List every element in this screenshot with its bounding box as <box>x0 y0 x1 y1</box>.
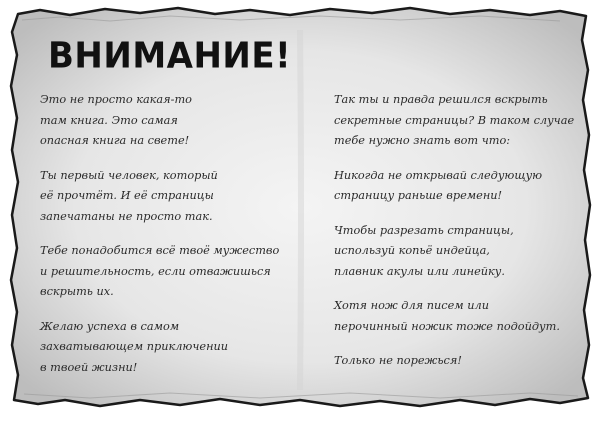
text-line: Чтобы разрезать страницы, <box>334 223 514 237</box>
text-line: Желаю успеха в самом <box>40 319 180 333</box>
text-line: и решительность, если отважишься <box>40 264 271 278</box>
text-line: страницу раньше времени! <box>334 189 503 202</box>
paragraph <box>334 351 569 372</box>
paragraph <box>40 241 290 303</box>
paragraph <box>40 317 290 379</box>
text-line: Никогда не открывай следующую <box>334 168 543 182</box>
text-line: тебе нужно знать вот что: <box>334 134 511 147</box>
text-line: её прочтёт. И её страницы <box>40 189 214 202</box>
paragraph <box>40 90 290 152</box>
paragraph <box>334 166 569 207</box>
text-line: плавник акулы или линейку. <box>334 264 505 278</box>
text-line: Ты первый человек, который <box>40 168 218 182</box>
text-line: Это не просто какая-то <box>40 93 192 106</box>
text-line: в твоей жизни! <box>40 360 138 374</box>
text-line: секретные страницы? В таком случае <box>334 113 575 127</box>
page-title: ВНИМАНИЕ! <box>48 35 292 77</box>
text-line: Только не порежься! <box>334 354 462 367</box>
text-line: вскрыть их. <box>40 285 114 298</box>
paragraph <box>334 90 575 152</box>
paragraph <box>40 166 290 228</box>
text-line: перочинный ножик тоже подойдут. <box>334 319 560 333</box>
text-line: запечатаны не просто так. <box>40 209 213 223</box>
text-line: используй копьё индейца, <box>334 244 490 257</box>
text-line: опасная книга на свете! <box>40 134 190 147</box>
text-line: Тебе понадобится всё твоё мужество <box>40 244 280 257</box>
text-line: Так ты и правда решился вскрыть <box>334 93 548 106</box>
left-column <box>40 90 290 392</box>
text-line: захватывающем приключении <box>40 340 229 353</box>
text-line: там книга. Это самая <box>40 113 178 127</box>
paragraph <box>334 221 569 283</box>
text-line: Хотя нож для писем или <box>334 299 489 312</box>
paragraph <box>334 296 569 337</box>
right-column <box>334 90 575 386</box>
